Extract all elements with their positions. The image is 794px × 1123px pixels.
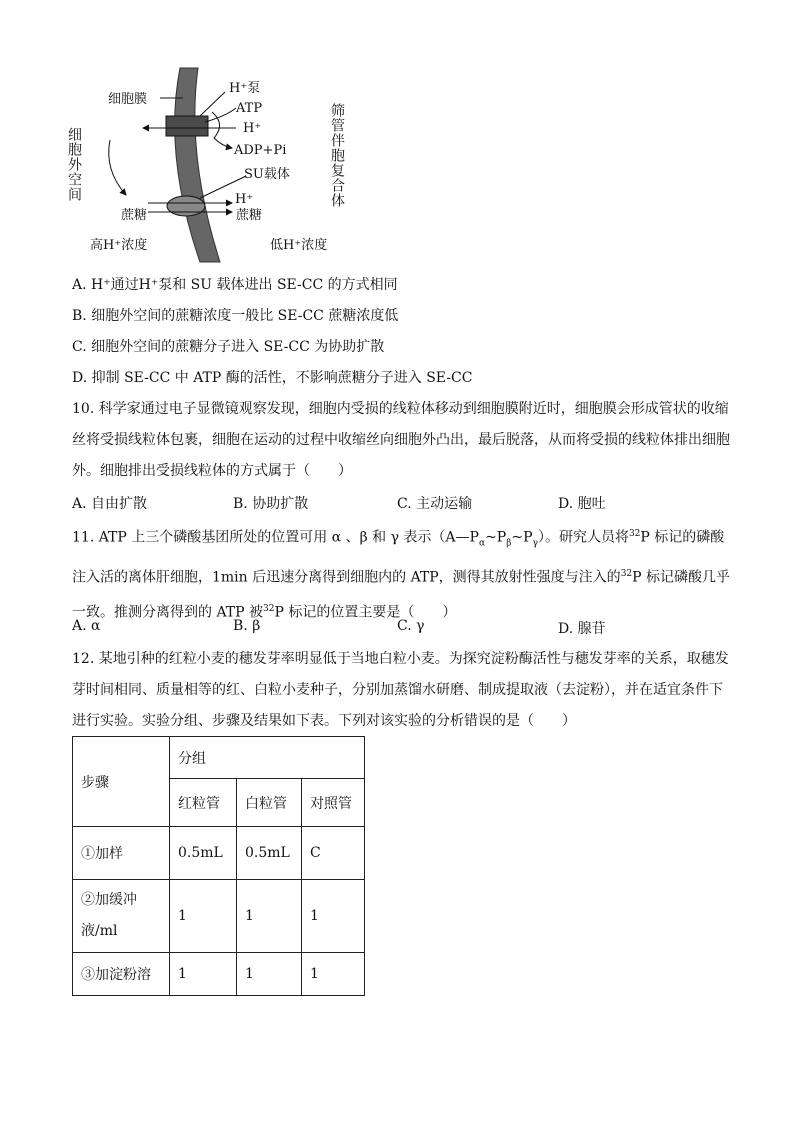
label-h-plus-2: H⁺ [235,192,254,207]
table-group-header: 分组 [170,737,365,779]
q9-option-a: A. H⁺通过H⁺泵和 SU 载体进出 SE-CC 的方式相同 [72,277,398,293]
q11-sub-beta: β [506,538,512,549]
q11-stem-part: P 标记的位置主要是（ ） [274,604,457,621]
q9-option-d: D. 抑制 SE-CC 中 ATP 酶的活性，不影响蔗糖分子进入 SE-CC [72,370,473,386]
table-cell: 1 [302,880,365,953]
q11-stem-part: ~P [511,529,533,546]
q11-isotope: 32 [620,569,633,580]
q12-stem: 12. 某地引种的红粒小麦的穗发芽率明显低于当地白粒小麦。为探究淀粉酶活性与穗发芽率的关系，取穗发芽时间相同、质量相等的红、白粒小麦种子，分别加蒸馏水研磨、制成提取液（去淀粉），并在适宜条件下进行实验。实验分组、步骤及结果如下表。下列对该实验的分析错误的是（ ） [72,651,729,729]
table-col-control: 对照管 [302,779,365,827]
table-cell: 1 [237,953,302,996]
q11-option-d: D. 腺苷 [558,621,606,637]
table-row [73,827,365,880]
membrane-transport-figure [60,60,360,265]
q11-options [72,618,732,640]
q10-option-b: B. 协助扩散 [233,496,309,512]
q11-sub-gamma: γ [532,538,538,549]
label-h-plus: H⁺ [243,121,262,136]
table-row [73,953,365,996]
q11-option-b: B. β [233,618,261,634]
q10-options [72,493,732,515]
q11-stem-part: P 标记的磷酸注入活的离体肝细胞，1min 后迅速分离得到细胞内的 ATP，测得其放射性强度与注入的 [72,529,725,587]
q9-option-b: B. 细胞外空间的蔗糖浓度一般比 SE-CC 蔗糖浓度低 [72,308,399,324]
label-cell-membrane: 细胞膜 [108,92,148,107]
q11-stem-part: ~P [485,529,507,546]
label-sucrose-right: 蔗糖 [236,208,263,223]
q11-option-a: A. α [72,618,101,634]
q10-option-c: C. 主动运输 [397,496,473,512]
table-cell-step: ②加缓冲液/ml [73,880,170,953]
q11-stem-part: 11. ATP 上三个磷酸基团所处的位置可用 α 、β 和 γ 表示（A—P [72,529,479,546]
label-atp: ATP [236,101,263,116]
table-col-red: 红粒管 [170,779,237,827]
q11-stem-part: ）。研究人员将 [537,529,629,546]
h-pump-box [166,116,208,136]
experiment-table [72,736,365,996]
table-col-white: 白粒管 [237,779,302,827]
q11-option-c: C. γ [397,618,425,634]
label-high-h: 高H⁺浓度 [90,238,148,253]
q11-stem-part: P 标记磷酸几乎一致。推测分离得到的 ATP 被 [72,570,731,621]
q11-isotope: 32 [628,529,641,539]
label-h-pump: H⁺泵 [229,81,261,96]
table-cell: C [302,827,365,880]
table-cell-step: ①加样 [73,827,170,880]
label-su-carrier: SU载体 [244,167,290,182]
table-step-header: 步骤 [73,737,170,827]
table-cell-step: ③加淀粉溶 [73,953,170,996]
table-cell: 1 [302,953,365,996]
label-adp-pi: ADP+Pi [234,143,287,158]
label-low-h: 低H⁺浓度 [270,238,328,253]
table-row [73,880,365,953]
q11-stem [72,519,732,629]
q9-option-c: C. 细胞外空间的蔗糖分子进入 SE-CC 为协助扩散 [72,339,385,355]
su-carrier-ellipse [167,196,205,216]
q10-option-a: A. 自由扩散 [72,496,148,512]
q11-isotope: 32 [263,604,275,615]
label-extracellular-space: 细胞外空间 [66,127,82,202]
q11-sub-alpha: α [478,538,486,549]
table-cell: 0.5mL [237,827,302,880]
table-cell: 0.5mL [170,827,237,880]
membrane-band [175,68,220,262]
table-cell: 1 [237,880,302,953]
q10-stem: 10. 科学家通过电子显微镜观察发现，细胞内受损的线粒体移动到细胞膜附近时，细胞膜会形成管状的收缩丝将受损线粒体包裹，细胞在运动的过程中收缩丝向细胞外凸出，最后脱落，从而将受损的线粒体排出细胞外。细胞排出受损线粒体的方式属于（ ） [72,401,730,479]
label-sucrose-left: 蔗糖 [121,208,148,223]
q10-option-d: D. 胞吐 [558,496,606,512]
label-se-cc: 筛管伴胞复合体 [329,103,345,208]
table-cell: 1 [170,880,237,953]
table-cell: 1 [170,953,237,996]
